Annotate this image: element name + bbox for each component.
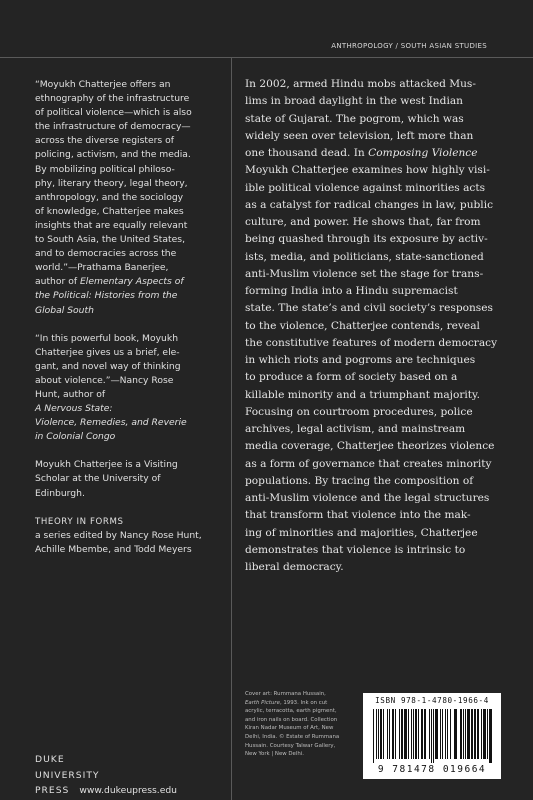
- blurb-line: of political violence—which is also: [35, 107, 192, 119]
- attribution-book-title: Violence, Remedies, and Reverie: [35, 417, 187, 429]
- blurb-text: [35, 332, 223, 402]
- cover-art-credit: Cover art: Rummana Hussain, Earth Picture, 1993. Ink on cut acrylic, terracotta, earth pigment, and iron nails on board. Collection Kiran Nadar Museum of Art, New Delhi, India. © Estate of Rummana Hussain. Courtesy Talwar Gallery, New York | New Delhi.: [245, 690, 347, 759]
- publisher-block: [35, 752, 225, 799]
- description-line: state of Gujarat. The pogrom, which was: [245, 112, 464, 125]
- description-line: ible political violence against minorities acts: [245, 181, 486, 194]
- blurb-line: By mobilizing political philoso-: [35, 163, 175, 175]
- description-line: to produce a form of society based on a: [245, 371, 458, 384]
- top-divider: [0, 57, 533, 58]
- barcode-bar: [421, 709, 423, 759]
- barcode-bar: [454, 709, 457, 759]
- blurb-line: and to democracies across the: [35, 248, 177, 260]
- barcode-bar: [442, 709, 443, 759]
- credit-line: and iron nails on board. Collection: [245, 716, 338, 723]
- barcode-bar: [481, 709, 482, 759]
- author-bio: [35, 458, 223, 500]
- barcode-bar: [445, 709, 446, 759]
- blurb-line: across the diverse registers of: [35, 135, 174, 147]
- blurb-line: “In this powerful book, Moyukh: [35, 332, 179, 344]
- description-line: Focusing on courtroom procedures, police: [245, 405, 473, 418]
- barcode-bar: [399, 709, 400, 759]
- bio-line: Edinburgh.: [35, 487, 85, 499]
- barcode-bar: [460, 709, 462, 759]
- publisher-name-line: DUKE: [35, 754, 65, 765]
- barcode-bar: [380, 709, 382, 759]
- series-line: Achille Mbembe, and Todd Meyers: [35, 543, 192, 555]
- description-line: archives, legal activism, and mainstream: [245, 423, 466, 435]
- blurb-text: [35, 78, 223, 261]
- blurb-line: insights that are equally relevant: [35, 219, 188, 231]
- barcode-bar: [376, 709, 377, 759]
- description-line: anti-Muslim violence and the legal structures: [245, 492, 490, 504]
- description-line: to the violence, Chatterjee contends, reveal: [245, 319, 480, 332]
- barcode-bar: [471, 709, 473, 759]
- description-line: as a catalyst for radical changes in law, public: [245, 198, 494, 211]
- barcode-bars: [371, 709, 493, 763]
- barcode-bar: [467, 709, 470, 759]
- blurb-line: of knowledge, Chatterjee makes: [35, 205, 184, 217]
- subject-category: ANTHROPOLOGY / SOUTH ASIAN STUDIES: [331, 42, 487, 50]
- barcode-bar: [373, 709, 374, 763]
- description-line: culture, and power. He shows that, far from: [245, 216, 481, 228]
- barcode-bar: [474, 709, 476, 759]
- barcode-bar: [424, 709, 426, 759]
- description-line: liberal democracy.: [245, 561, 344, 573]
- blurb-attribution: [35, 261, 223, 317]
- barcode-bar: [404, 709, 407, 759]
- barcode-bar: [447, 709, 448, 759]
- barcode-bar: [463, 709, 464, 759]
- column-divider: [231, 57, 232, 800]
- barcode-bar: [408, 709, 409, 759]
- barcode-bar: [392, 709, 394, 759]
- barcode-bar: [433, 709, 434, 763]
- description-line: lims in broad daylight in the west Indian: [245, 95, 463, 108]
- description-line: killable minority and a triumphant majority.: [245, 388, 480, 401]
- series-editors: [35, 529, 223, 557]
- barcode-bar: [418, 709, 419, 759]
- blurb-line: to South Asia, the United States,: [35, 234, 185, 246]
- description-line: In 2002, armed Hindu mobs attacked Mus-: [245, 78, 476, 90]
- blurb-line: ethnography of the infrastructure: [35, 93, 190, 105]
- publisher-url: www.dukeupress.edu: [79, 785, 178, 797]
- barcode-bar: [413, 709, 414, 759]
- barcode-bar: [415, 709, 417, 759]
- blurb-line: Hunt, author of: [35, 388, 106, 400]
- barcode-digits: 9 781478 019664: [377, 764, 487, 775]
- credit-line: New York | New Delhi.: [245, 751, 304, 758]
- blurb-banerjee: [35, 78, 223, 318]
- barcode-bar: [435, 709, 438, 759]
- description-line: populations. By tracing the composition of: [245, 474, 474, 487]
- blurb-line: “Moyukh Chatterjee offers an: [35, 79, 171, 90]
- barcode-bar: [387, 709, 388, 759]
- attribution-book-title: Global South: [35, 304, 94, 316]
- blurb-line: the infrastructure of democracy—: [35, 121, 191, 133]
- credit-line: acrylic, terracotta, earth pigment,: [245, 708, 337, 715]
- blurb-line: phy, literary theory, legal theory,: [35, 177, 188, 189]
- barcode-bar: [389, 709, 390, 759]
- blurb-last-line: world.”—Prathama Banerjee,: [35, 262, 169, 274]
- barcode-bar: [411, 709, 412, 759]
- publisher-name-line: PRESS: [35, 785, 70, 797]
- description-line: that transform that violence into the mak-: [245, 509, 471, 522]
- description-line: demonstrates that violence is intrinsic to: [245, 543, 466, 556]
- barcode-bar: [431, 709, 432, 763]
- barcode-bar: [489, 709, 492, 763]
- attribution-book-title: Elementary Aspects of: [79, 276, 184, 288]
- barcode-bar: [477, 709, 479, 759]
- isbn-label: ISBN 978-1-4780-1966-4: [375, 696, 489, 705]
- credit-line: Kiran Nadar Museum of Art, New: [245, 725, 334, 732]
- barcode-bar: [440, 709, 441, 759]
- blurb-attribution: [35, 402, 223, 444]
- credit-line: Delhi, India. © Estate of Rummana: [245, 733, 340, 740]
- barcode-bar: [429, 709, 430, 759]
- barcode-bar: [450, 709, 451, 759]
- book-title: Composing Violence: [368, 147, 478, 159]
- description-line: one thousand dead. In Composing Violence: [245, 147, 478, 159]
- description-line: ists, media, and politicians, state-sanctioned: [245, 250, 484, 263]
- description-line: anti-Muslim violence set the stage for trans-: [245, 267, 484, 280]
- barcode-bar: [487, 709, 488, 759]
- barcode-bar: [483, 709, 486, 759]
- description-line: being quashed through its exposure by activ-: [245, 233, 488, 246]
- publisher-name-line: UNIVERSITY: [35, 769, 100, 781]
- barcode-bar: [383, 709, 384, 759]
- description-line: widely seen over television, left more than: [245, 129, 474, 142]
- description-line: as a form of governance that creates minority: [245, 457, 492, 470]
- description-line: media coverage, Chatterjee theorizes violence: [245, 440, 495, 453]
- description-line: Moyukh Chatterjee examines how highly visi-: [245, 164, 490, 177]
- attribution-book-title: A Nervous State:: [35, 403, 113, 415]
- credit-line: Hussain. Courtesy Talwar Gallery,: [245, 742, 336, 749]
- description-line: ing of minorities and majorities, Chatterjee: [245, 526, 478, 539]
- attribution-book-title: the Political: Histories from the: [35, 290, 178, 302]
- description-line: state. The state’s and civil society’s responses: [245, 302, 493, 315]
- description-line: forming India into a Hindu supremacist: [245, 285, 458, 297]
- blurb-line: about violence.”—Nancy Rose: [35, 374, 174, 386]
- left-column: [35, 78, 223, 557]
- attribution-author-label: author of: [35, 276, 78, 288]
- blurb-line: gant, and novel way of thinking: [35, 360, 181, 372]
- blurb-line: Chatterjee gives us a brief, ele-: [35, 346, 180, 358]
- attribution-book-title: in Colonial Congo: [35, 431, 116, 443]
- barcode-bar: [401, 709, 403, 759]
- artwork-title: Earth Picture: [245, 699, 280, 706]
- series-line: a series edited by Nancy Rose Hunt,: [35, 529, 202, 541]
- series-title: THEORY IN FORMS: [35, 516, 124, 527]
- blurb-line: policing, activism, and the media.: [35, 149, 191, 161]
- bio-line: Moyukh Chatterjee is a Visiting: [35, 459, 178, 471]
- barcode-bar: [395, 709, 396, 759]
- description-line: the constitutive features of modern democracy: [245, 336, 498, 349]
- blurb-hunt: [35, 332, 223, 445]
- book-description: [245, 76, 515, 576]
- blurb-line: anthropology, and the sociology: [35, 191, 184, 203]
- barcode-bar: [378, 709, 379, 759]
- barcode-bar: [465, 709, 466, 759]
- bio-line: Scholar at the University of: [35, 473, 161, 485]
- description-line: in which riots and pogroms are techniques: [245, 354, 476, 366]
- isbn-barcode: [363, 693, 501, 779]
- series-info: [35, 515, 223, 557]
